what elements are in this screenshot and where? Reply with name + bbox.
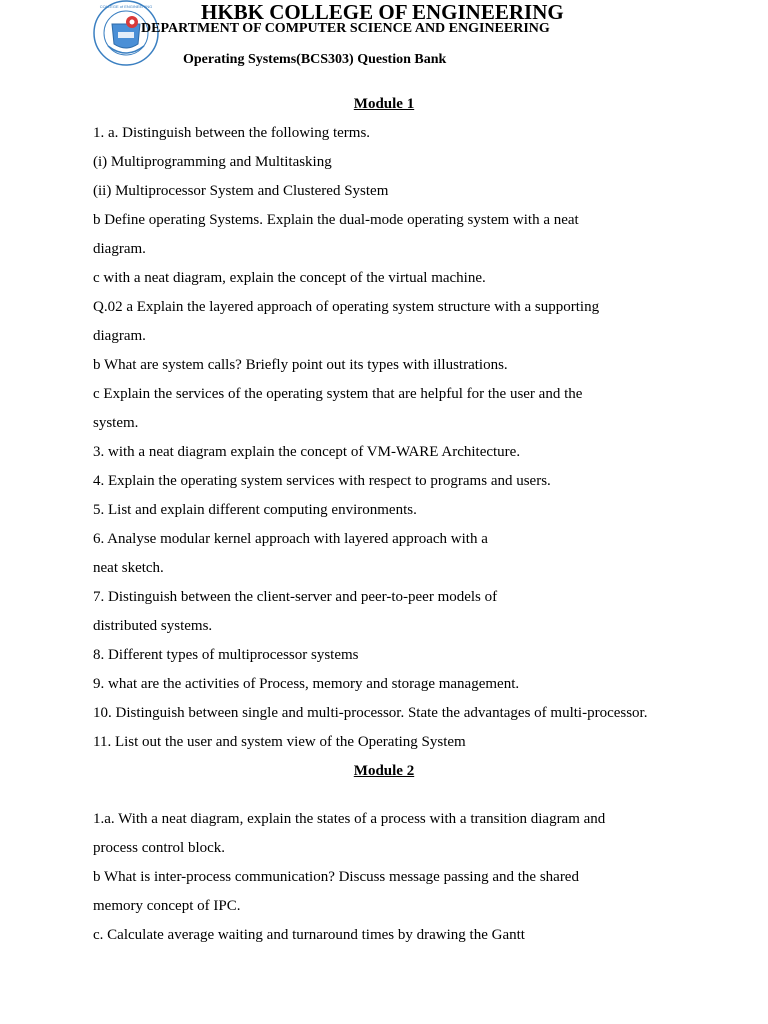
question-line: 3. with a neat diagram explain the concept of VM-WARE Architecture. xyxy=(93,444,521,460)
question-line: 7. Distinguish between the client-server and peer-to-peer models of xyxy=(93,589,498,605)
question-line: 4. Explain the operating system services with respect to programs and users. xyxy=(93,473,551,489)
question-line: b Define operating Systems. Explain the dual-mode operating system with a neat xyxy=(93,212,579,228)
question-line: diagram. xyxy=(93,241,146,257)
question-line: 9. what are the activities of Process, memory and storage management. xyxy=(93,676,520,692)
question-line: memory concept of IPC. xyxy=(93,898,241,914)
question-line: 1. a. Distinguish between the following terms. xyxy=(93,125,371,141)
question-line: system. xyxy=(93,415,139,431)
question-line: neat sketch. xyxy=(93,560,164,576)
question-line: 1.a. With a neat diagram, explain the states of a process with a transition diagram and xyxy=(93,811,606,827)
question-line: distributed systems. xyxy=(93,618,213,634)
question-line: c. Calculate average waiting and turnaround times by drawing the Gantt xyxy=(93,927,525,943)
svg-text:COLLEGE of ENGINEERING: COLLEGE of ENGINEERING xyxy=(99,4,153,9)
question-line: c Explain the services of the operating system that are helpful for the user and the xyxy=(93,386,583,402)
question-line: b What are system calls? Briefly point out its types with illustrations. xyxy=(93,357,508,373)
question-line: b What is inter-process communication? Discuss message passing and the shared xyxy=(93,869,579,885)
subject-title: Operating Systems(BCS303) Question Bank xyxy=(183,52,447,67)
module-1-heading: Module 1 xyxy=(353,96,415,112)
question-line: 8. Different types of multiprocessor systems xyxy=(93,647,359,663)
question-line: c with a neat diagram, explain the concept of the virtual machine. xyxy=(93,270,486,286)
module-2-heading: Module 2 xyxy=(353,763,415,779)
question-line: 6. Analyse modular kernel approach with layered approach with a xyxy=(93,531,488,547)
question-line: 11. List out the user and system view of the Operating System xyxy=(93,734,466,750)
question-line: 5. List and explain different computing environments. xyxy=(93,502,417,518)
question-line: process control block. xyxy=(93,840,226,856)
college-name: HKBK COLLEGE OF ENGINEERING xyxy=(201,0,564,24)
question-line: (i) Multiprogramming and Multitasking xyxy=(93,154,332,170)
department-name: DEPARTMENT OF COMPUTER SCIENCE AND ENGINEERING xyxy=(141,21,550,36)
question-line: (ii) Multiprocessor System and Clustered System xyxy=(93,183,389,199)
question-line: 10. Distinguish between single and multi-processor. State the advantages of multi-processor. xyxy=(93,705,648,721)
question-line: Q.02 a Explain the layered approach of operating system structure with a supporting xyxy=(93,299,600,315)
question-line: diagram. xyxy=(93,328,146,344)
